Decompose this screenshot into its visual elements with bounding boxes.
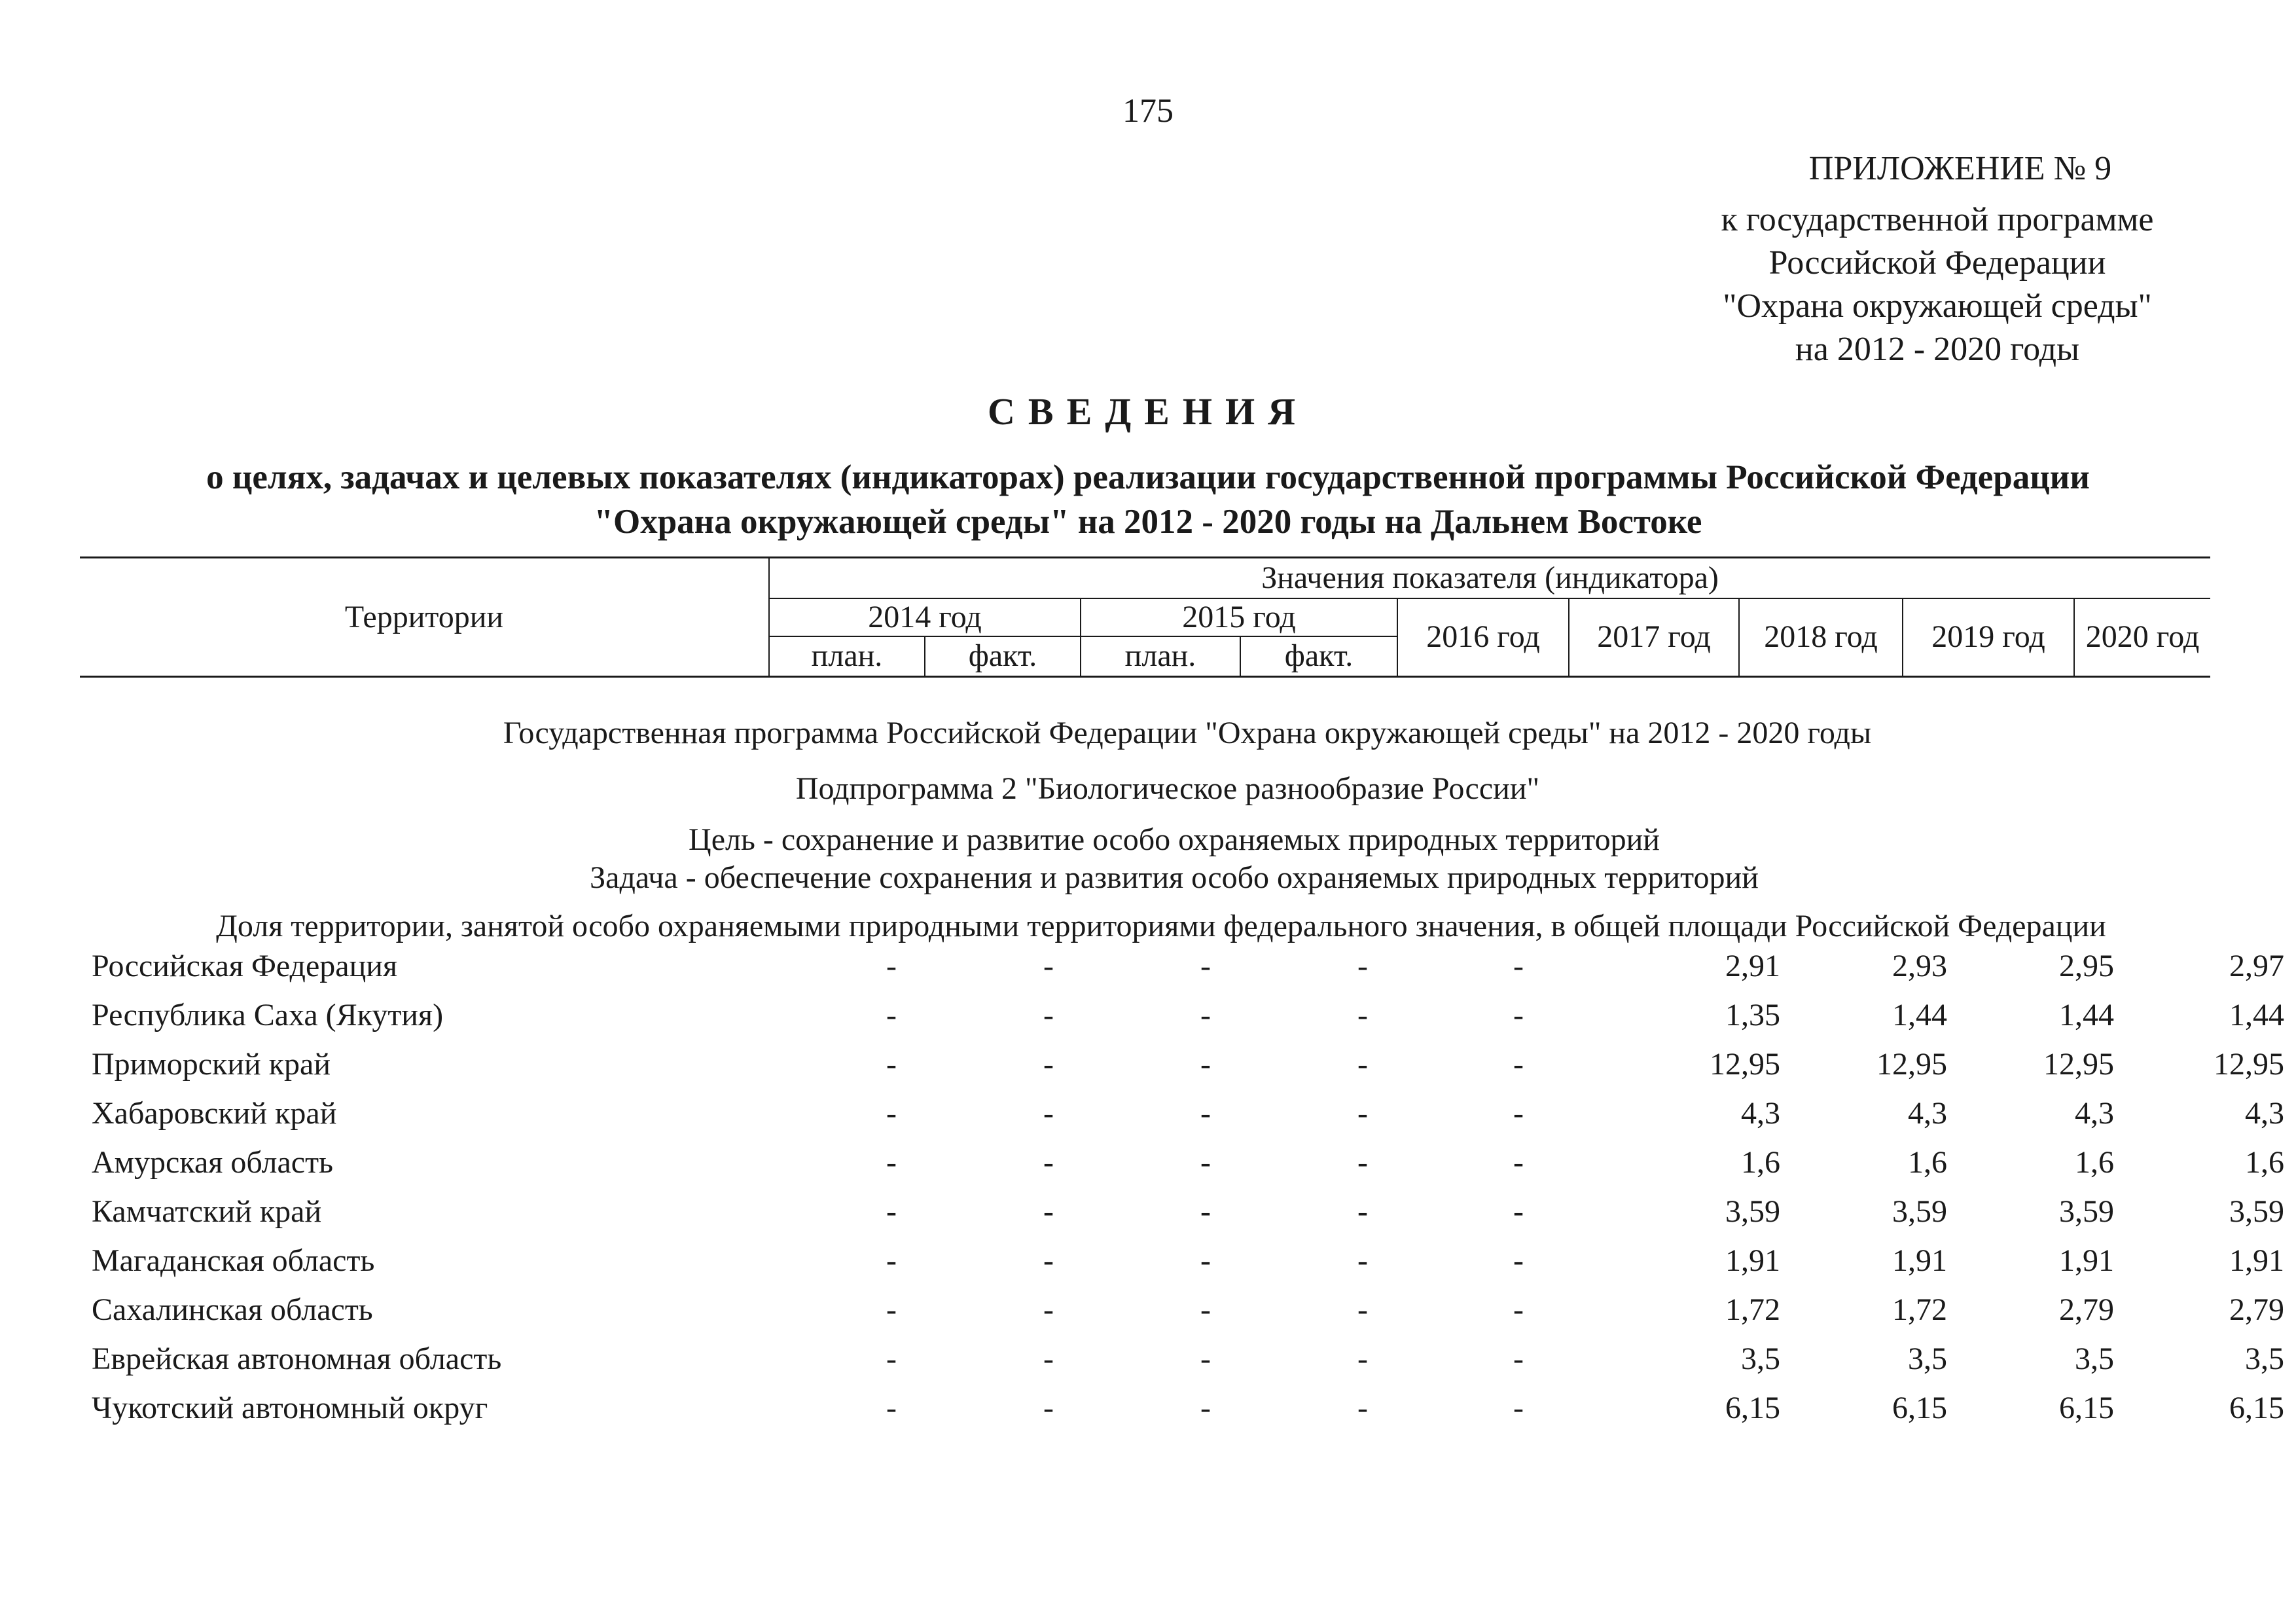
cell-2015-fact: - xyxy=(1357,1145,1368,1180)
cell-2019: 3,59 xyxy=(2059,1194,2114,1229)
cell-2019: 1,6 xyxy=(2075,1145,2114,1180)
header-2014-plan: план. xyxy=(769,636,925,677)
territory-name: Хабаровский край xyxy=(92,1096,337,1131)
header-year-2019: 2019 год xyxy=(1903,598,2074,677)
cell-2019: 2,79 xyxy=(2059,1292,2114,1327)
cell-2014-plan: - xyxy=(886,1145,897,1180)
table-row xyxy=(92,997,2284,1046)
subheading-line-1: о целях, задачах и целевых показателях (индикаторах) реализации государственной программы Российской Федерации xyxy=(206,458,2090,496)
document-heading: СВЕДЕНИЯ xyxy=(988,390,1308,433)
cell-2017: 12,95 xyxy=(1710,1047,1780,1082)
cell-2020: 3,5 xyxy=(2245,1341,2284,1376)
cell-2015-plan: - xyxy=(1200,998,1211,1032)
cell-2014-plan: - xyxy=(886,998,897,1032)
appendix-block xyxy=(1505,147,2296,371)
cell-2014-fact: - xyxy=(1043,1341,1054,1376)
cell-2014-plan: - xyxy=(886,949,897,983)
cell-2015-plan: - xyxy=(1200,1243,1211,1278)
cell-2015-fact: - xyxy=(1357,1047,1368,1082)
cell-2016: - xyxy=(1513,1243,1524,1278)
cell-2020: 2,79 xyxy=(2229,1292,2284,1327)
cell-2016: - xyxy=(1513,949,1524,983)
cell-2014-plan: - xyxy=(886,1047,897,1082)
cell-2017: 3,59 xyxy=(1725,1194,1780,1229)
cell-2020: 1,6 xyxy=(2245,1145,2284,1180)
cell-2020: 3,59 xyxy=(2229,1194,2284,1229)
subheading-line-2: "Охрана окружающей среды" на 2012 - 2020 годы на Дальнем Востоке xyxy=(594,503,1702,541)
cell-2015-fact: - xyxy=(1357,998,1368,1032)
table-row xyxy=(92,1095,2284,1144)
table-row xyxy=(92,948,2284,997)
cell-2014-fact: - xyxy=(1043,998,1054,1032)
cell-2014-plan: - xyxy=(886,1341,897,1376)
table-header xyxy=(80,556,2210,678)
cell-2014-plan: - xyxy=(886,1096,897,1131)
cell-2019: 1,91 xyxy=(2059,1243,2114,1278)
cell-2014-fact: - xyxy=(1043,1096,1054,1131)
cell-2015-fact: - xyxy=(1357,1292,1368,1327)
cell-2018: 12,95 xyxy=(1876,1047,1947,1082)
territory-name: Сахалинская область xyxy=(92,1292,373,1327)
territory-name: Камчатский край xyxy=(92,1194,322,1229)
page-number: 175 xyxy=(1122,92,1174,130)
cell-2015-plan: - xyxy=(1200,1096,1211,1131)
cell-2016: - xyxy=(1513,998,1524,1032)
header-year-2018: 2018 год xyxy=(1739,598,1903,677)
table-row xyxy=(92,1144,2284,1194)
cell-2018: 3,5 xyxy=(1908,1341,1947,1376)
header-year-2015: 2015 год xyxy=(1081,598,1397,636)
cell-2018: 3,59 xyxy=(1892,1194,1947,1229)
table-row xyxy=(92,1292,2284,1341)
cell-2019: 3,5 xyxy=(2075,1341,2114,1376)
cell-2016: - xyxy=(1513,1341,1524,1376)
section-subprogram: Подпрограмма 2 "Биологическое разнообразие России" xyxy=(795,771,1540,806)
table-row xyxy=(92,1046,2284,1095)
section-indicator: Доля территории, занятой особо охраняемыми природными территориями федерального значения, в общей площади Российской Федерации xyxy=(216,909,2106,943)
cell-2014-plan: - xyxy=(886,1292,897,1327)
cell-2018: 2,93 xyxy=(1892,949,1947,983)
document-subheading xyxy=(0,455,2296,544)
header-territories: Территории xyxy=(80,558,769,677)
cell-2016: - xyxy=(1513,1194,1524,1229)
cell-2014-fact: - xyxy=(1043,1145,1054,1180)
table-row xyxy=(92,1390,2284,1439)
cell-2015-fact: - xyxy=(1357,949,1368,983)
table-row xyxy=(92,1194,2284,1243)
cell-2020: 6,15 xyxy=(2229,1391,2284,1425)
cell-2020: 4,3 xyxy=(2245,1096,2284,1131)
cell-2019: 6,15 xyxy=(2059,1391,2114,1425)
cell-2017: 2,91 xyxy=(1725,949,1780,983)
cell-2014-plan: - xyxy=(886,1391,897,1425)
cell-2018: 1,91 xyxy=(1892,1243,1947,1278)
cell-2014-fact: - xyxy=(1043,1243,1054,1278)
cell-2015-plan: - xyxy=(1200,1391,1211,1425)
cell-2019: 2,95 xyxy=(2059,949,2114,983)
cell-2014-fact: - xyxy=(1043,1047,1054,1082)
header-year-2016: 2016 год xyxy=(1397,598,1569,677)
cell-2020: 1,44 xyxy=(2229,998,2284,1032)
header-year-2017: 2017 год xyxy=(1569,598,1739,677)
territory-name: Приморский край xyxy=(92,1047,331,1082)
cell-2018: 6,15 xyxy=(1892,1391,1947,1425)
cell-2017: 1,6 xyxy=(1741,1145,1780,1180)
cell-2017: 1,72 xyxy=(1725,1292,1780,1327)
header-year-2020: 2020 год xyxy=(2074,598,2210,677)
header-2014-fact: факт. xyxy=(925,636,1081,677)
cell-2017: 3,5 xyxy=(1741,1341,1780,1376)
cell-2014-plan: - xyxy=(886,1243,897,1278)
section-task: Задача - обеспечение сохранения и развития особо охраняемых природных территорий xyxy=(590,860,1759,895)
cell-2019: 4,3 xyxy=(2075,1096,2114,1131)
territory-name: Республика Саха (Якутия) xyxy=(92,998,444,1032)
cell-2016: - xyxy=(1513,1292,1524,1327)
cell-2019: 12,95 xyxy=(2043,1047,2114,1082)
cell-2014-fact: - xyxy=(1043,949,1054,983)
territory-name: Магаданская область xyxy=(92,1243,375,1278)
cell-2016: - xyxy=(1513,1145,1524,1180)
cell-2015-plan: - xyxy=(1200,1341,1211,1376)
territory-name: Амурская область xyxy=(92,1145,333,1180)
cell-2018: 1,6 xyxy=(1908,1145,1947,1180)
cell-2016: - xyxy=(1513,1096,1524,1131)
cell-2020: 2,97 xyxy=(2229,949,2284,983)
cell-2015-plan: - xyxy=(1200,1145,1211,1180)
section-goal: Цель - сохранение и развитие особо охраняемых природных территорий xyxy=(689,822,1660,857)
cell-2017: 1,35 xyxy=(1725,998,1780,1032)
cell-2014-fact: - xyxy=(1043,1194,1054,1229)
cell-2020: 1,91 xyxy=(2229,1243,2284,1278)
cell-2015-plan: - xyxy=(1200,1194,1211,1229)
appendix-line-2: Российской Федерации xyxy=(1768,244,2106,282)
header-year-2014: 2014 год xyxy=(769,598,1081,636)
cell-2014-fact: - xyxy=(1043,1292,1054,1327)
cell-2017: 6,15 xyxy=(1725,1391,1780,1425)
appendix-line-1: к государственной программе xyxy=(1721,201,2154,238)
cell-2020: 12,95 xyxy=(2214,1047,2284,1082)
cell-2016: - xyxy=(1513,1047,1524,1082)
cell-2017: 4,3 xyxy=(1741,1096,1780,1131)
cell-2015-plan: - xyxy=(1200,1047,1211,1082)
cell-2015-fact: - xyxy=(1357,1096,1368,1131)
cell-2014-plan: - xyxy=(886,1194,897,1229)
data-table-body xyxy=(92,948,2284,1439)
cell-2015-fact: - xyxy=(1357,1243,1368,1278)
header-values-title: Значения показателя (индикатора) xyxy=(769,558,2210,598)
territory-name: Чукотский автономный округ xyxy=(92,1391,488,1425)
territory-name: Еврейская автономная область xyxy=(92,1341,502,1376)
cell-2015-plan: - xyxy=(1200,949,1211,983)
table-row xyxy=(92,1243,2284,1292)
cell-2014-fact: - xyxy=(1043,1391,1054,1425)
header-2015-fact: факт. xyxy=(1240,636,1397,677)
header-2015-plan: план. xyxy=(1081,636,1240,677)
cell-2015-fact: - xyxy=(1357,1194,1368,1229)
territory-name: Российская Федерация xyxy=(92,949,398,983)
cell-2018: 4,3 xyxy=(1908,1096,1947,1131)
cell-2018: 1,72 xyxy=(1892,1292,1947,1327)
section-program: Государственная программа Российской Федерации "Охрана окружающей среды" на 2012 - 2020 годы xyxy=(503,716,1872,750)
table-row xyxy=(92,1341,2284,1390)
appendix-line-4: на 2012 - 2020 годы xyxy=(1795,331,2080,368)
cell-2016: - xyxy=(1513,1391,1524,1425)
cell-2015-plan: - xyxy=(1200,1292,1211,1327)
appendix-line-3: "Охрана окружающей среды" xyxy=(1723,287,2152,325)
cell-2019: 1,44 xyxy=(2059,998,2114,1032)
cell-2015-fact: - xyxy=(1357,1341,1368,1376)
cell-2015-fact: - xyxy=(1357,1391,1368,1425)
cell-2018: 1,44 xyxy=(1892,998,1947,1032)
cell-2017: 1,91 xyxy=(1725,1243,1780,1278)
appendix-title: ПРИЛОЖЕНИЕ № 9 xyxy=(1808,150,2112,187)
